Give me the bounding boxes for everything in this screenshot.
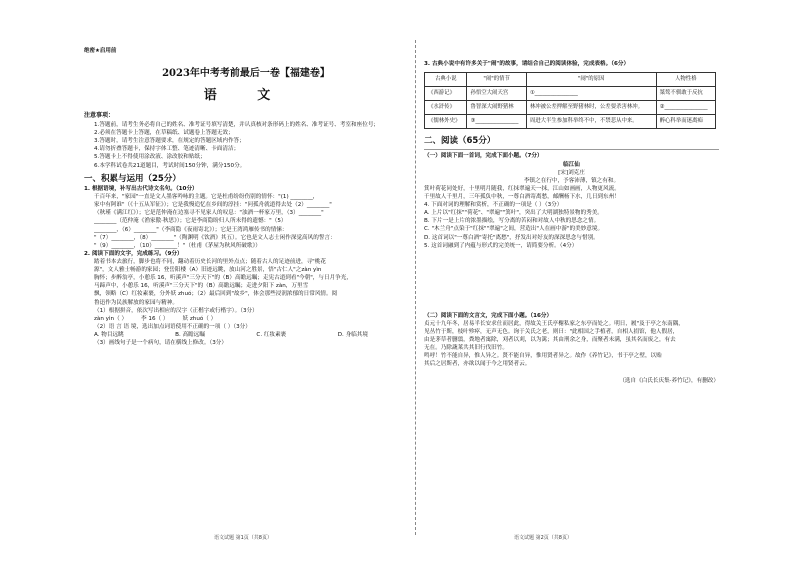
q2-line: 胸怀；步醉翁亭，小憩乐 16，听溪声"三分天下"的（B）高瞻远瞩；走宪古道到看"今朝"，与日月争光，	[94, 275, 352, 282]
q2-options	[94, 331, 408, 339]
note-item: 4.请勿折叠答题卡，保持字体工整、笔迹清晰、卡面清洁；	[94, 146, 240, 153]
prose-line: 其后之居斯者，亦欲以闻于今之用贤者云。	[424, 361, 531, 368]
note-item: 5.答题卡上不得使用涂改液、涂改胶和贴纸；	[94, 154, 206, 161]
reading-2-heading: （二）阅读下面的文言文，完成下面小题。（16分）	[424, 312, 553, 319]
q1-line: 千百年来，"家园"一直是文人墨客吟咏的主题。它是杜甫纷纷伤别的情怀："(1) ________，	[94, 194, 319, 201]
note-item: 6.本学科试卷共21道题目，考试时间150分钟，满分150分。	[94, 162, 246, 169]
footer-left: 语文试题 第1页（共8页）	[214, 535, 272, 541]
q4-option-d[interactable]: D. 这首词以"一尊白酒"寄托"离愁"，抒发出对好友的深深思念与惜别。	[424, 234, 599, 241]
novel-table	[424, 72, 716, 129]
question-2-body	[84, 258, 408, 347]
table-header: 人物性格	[656, 73, 715, 87]
table-cell: 孙悟空大闹天宫	[467, 87, 526, 101]
note-item: 3.答题时，请考生注意答题要求，在规定的答题区域内作答；	[94, 138, 245, 145]
question-4: 4. 下面对词的理解和赏析，不正确的一项是（ ）（3分）	[424, 202, 563, 209]
q2-option-c[interactable]: C. 红妆素裹	[256, 331, 287, 338]
column-divider	[415, 40, 416, 535]
table-cell: 《儒林外史》	[425, 115, 467, 129]
poem-line: 李镇之在行中，予客沛薄，镇之有和。	[523, 177, 620, 184]
poem-line: 千里故人千里月，三年孤负中秋，一尊白酒寄离愁，邮酬杨下水，几日到东州！	[424, 193, 620, 200]
table-cell: 《水浒传》	[425, 101, 467, 115]
q2-line: 鲁迅作为民族解放的家园与精神。	[94, 299, 178, 306]
prose-line: 见丛竹于斯，枝叶殄瘁，无声无色。询于关氏之老，则曰："此相国之手植者，自相人捐馆，他人假居，	[424, 328, 679, 335]
table-cell[interactable]: ③________________	[467, 115, 526, 129]
question-3-heading: 3. 古典小说中有许多关于"闹"的故事，请结合自己的阅读体验，完成表格。（6分）	[424, 61, 630, 67]
question-5: 5. 这首词融到了内蕴与形式的完美统一，请简要分析。（4分）	[424, 242, 578, 249]
table-cell[interactable]: ②________________	[656, 101, 715, 115]
table-row	[425, 101, 716, 115]
table-cell: 林冲被公差押解至野猪林时，公差要杀害林冲。	[526, 101, 656, 115]
subject-title: 语 文	[203, 88, 289, 104]
table-cell: 桀骜不驯敢于反抗	[656, 87, 715, 101]
prose-line: 贞元十九年冬，居易半长安求仕而居此，得故关王氏亭榭私家之东亭而处之。明日，履"及于亭之东南隅，	[424, 320, 684, 327]
exam-title: 2023年中考考前最后一卷【福建卷】	[162, 67, 330, 79]
poem-line: 箕叶荷花同处好，十里明月随我，红抹翠遍天一抹，江山如画画，人物更风流。	[424, 185, 620, 192]
table-header: "闹"的情节	[467, 73, 526, 87]
prose-line: 无在。乃除蔬莱共其旧行伐旧竹。	[424, 345, 508, 352]
note-item: 2.必须在答题卡上答题，在草稿纸、试题卷上答题无效；	[94, 130, 234, 137]
left-column	[84, 44, 408, 347]
section-heading-2: 二、阅读（65分）	[424, 136, 496, 147]
note-item: 1.答题前，请考生务必将自己的姓名、准考证号填写清楚，并认真核对条形码上的姓名、准考证号、考室和座位号；	[94, 122, 380, 128]
q2-line: 飘，领略（C）红妆素裹，分外妖 zhuó；（2）最后回到"故乡"，体会那些浸润浓郁的日常风情。阅	[94, 291, 338, 298]
q2-line: 源"，文人雅士畅游的家园；登岳阳楼（A）旧迹远眺，放山河之胜景，悟"古仁人"之zàn yìn	[94, 267, 322, 274]
q2-line: 踏着书本去旅行，脚步也将不同，翻动着历史长河的里外点点；随着古人的足迹前进，寻"桃花	[94, 258, 326, 265]
q2-last: （3）画线句子是一个病句，请在横线上修改。（3分）	[94, 340, 227, 347]
q4-option-b[interactable]: B. 下片一是上片的浓墨描绘，写分离的苦闷和对故人中秋的思念之情。	[424, 218, 600, 225]
prose-line: 由是茅草者删翦，粪地者寓除，刈者以刈，以为篱；其由刑余之身，而聚者未满，虽其名而废之，有去	[424, 337, 676, 344]
q1-line: ________（范仲淹《渔家傲·秋思》）；它是李商隐盼归人所未得的遗憾："（5）	[94, 218, 287, 225]
right-column	[424, 44, 719, 385]
question-2-heading: 2. 阅读下面的文字，完成练习。（9分）	[84, 250, 183, 257]
q2-option-a[interactable]: A. 物目远眺	[94, 331, 124, 338]
q4-option-a[interactable]: A. 上片以"红抹""荷花"、"翠遍""箕叶"，突出了大明湖独特景物的秀美。	[424, 210, 603, 217]
q4-option-c[interactable]: C. "木兰舟"点染于"红抹""翠遍"之间，营造出"人在画中游"的美妙意境。	[424, 226, 604, 233]
table-cell: 《西游记》	[425, 87, 467, 101]
q2-option-d[interactable]: D. 身临其境	[337, 331, 368, 338]
footer-right: 语文试题 第2页（共8页）	[514, 535, 572, 541]
q1-line: "（9）________，（10）________！"（杜甫《茅屋为秋风所破歌》）	[94, 242, 261, 249]
table-row	[425, 115, 716, 129]
section-heading-1: 一、积累与运用（25分）	[84, 173, 181, 184]
table-header: 古典小说	[425, 73, 467, 87]
q2-sub: zàn yìn（ ） 李 16（ ） 妖 zhuó（ ）	[94, 315, 217, 322]
prose-source: （选自《白氏长庆集·养竹记》，有删改）	[619, 377, 719, 384]
q1-line: （秋瑾《满江红》）；它是范仲淹在边塞寻不见家人的叹息："浊酒一杯家万里，（3）________"	[94, 210, 324, 217]
question-1-heading: 1. 根据语境，补写出古代诗文名句。（10分）	[84, 185, 198, 192]
table-cell[interactable]: ①________________	[526, 87, 656, 101]
secret-label: 绝密★启用前	[84, 48, 117, 54]
table-header-row	[425, 73, 716, 87]
notes-heading: 注意事项：	[84, 112, 115, 120]
table-header: "闹"的原因	[526, 73, 656, 87]
poem-author: [宋]刘克庄	[558, 169, 585, 176]
prose-line: 鸣呼！竹不能自异，惟人异之。贤不能自异，惟用贤者异之。故作《养竹记》，书于亭之壁，以贻	[424, 353, 662, 360]
table-cell: 鲁智深大闹野猪林	[467, 101, 526, 115]
question-1-body	[84, 193, 408, 250]
q1-line: 家中有阿谁"（《十五从军征》）；它是我慢追忆在乡间的淳挂："问孤舟就道得去处（2）________"	[94, 202, 332, 209]
q2-sub: （1）根据拼音，依次写出相应的汉字（正楷字或行楷字）。（3分）	[94, 307, 258, 314]
q2-option-b[interactable]: B. 高瞻远瞩	[175, 331, 205, 338]
table-cell: 醉心科举而迷离痴	[656, 115, 715, 129]
q2-line: 马蹄声中，小憩乐 16，听溪声"三分天下"的（B）高瞻远瞩；走进夕阳下 zàn，万里雪	[94, 283, 309, 290]
poem-title: 临江仙	[563, 161, 580, 168]
table-cell: 周进大半生参加科举终不中，不禁悲从中来。	[526, 115, 656, 129]
answer-space[interactable]	[424, 250, 719, 312]
notes-list	[84, 121, 408, 170]
q1-line: "（7）________，（8）________"（陶渊明《饮酒》其五）。它也是文人志士闲作深觉高风的誓言：	[94, 234, 336, 241]
section-rule	[424, 149, 719, 150]
q1-line: ________，（6）________"（李商隐《夜雨寄北》）；它是王湾鸿雁传书的情愫：	[94, 226, 288, 233]
q2-sub: （2）语 言 语 境，选出加点词语使用不正确的一项（ ）（3分）	[94, 323, 251, 330]
table-row	[425, 87, 716, 101]
reading-1-heading: （一）阅读下面一首词，完成下面小题。（7分）	[424, 153, 543, 160]
